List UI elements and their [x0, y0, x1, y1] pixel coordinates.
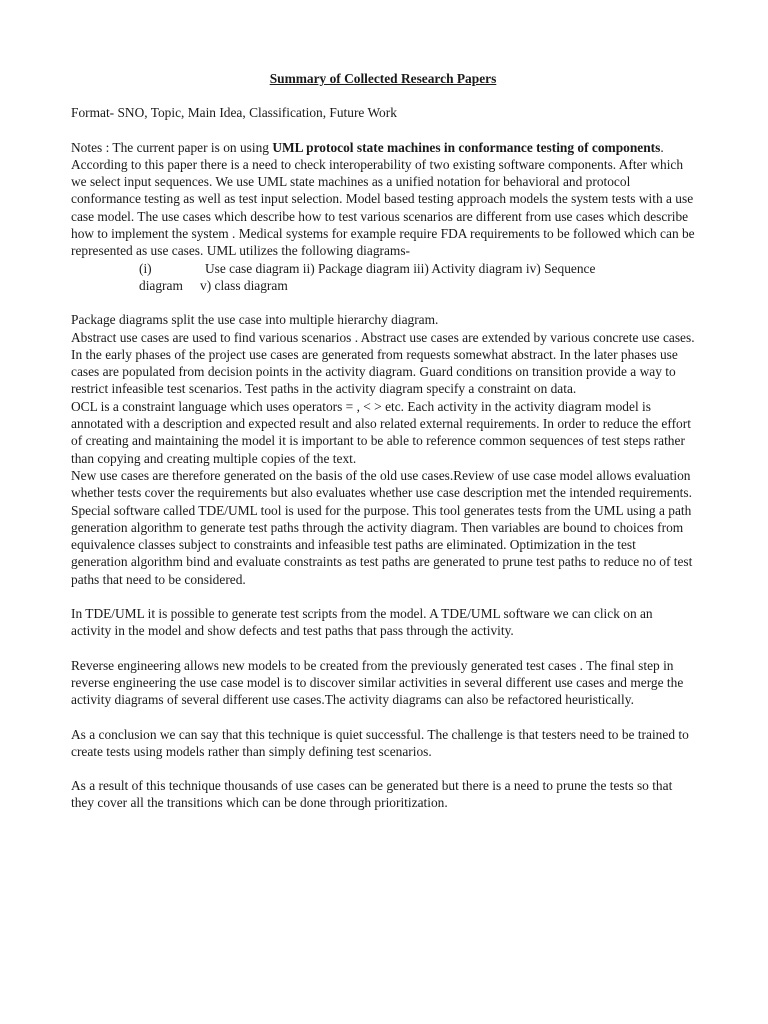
notes-bold-topic: UML protocol state machines in conformance testing of components	[272, 139, 661, 155]
list-line-2b-text: v) class diagram	[200, 277, 288, 293]
notes-paragraph	[71, 139, 695, 260]
diagram-list-line-1	[139, 260, 695, 277]
list-line-1-text: Use case diagram ii) Package diagram iii) Activity diagram iv) Sequence	[205, 260, 596, 276]
conclusion-paragraph: As a conclusion we can say that this technique is quiet successful. The challenge is that testers need to be trained to create tests using models rather than simply defining test scenarios.	[71, 726, 689, 759]
document-title: Summary of Collected Research Papers	[269, 71, 497, 86]
diagram-list	[71, 260, 695, 295]
notes-body: . According to this paper there is a need to check interoperability of two existing software components. After which we select input sequences. We use UML state machines as a unified notation for behavioral and protocol conformance testing as well as test input selection. Model based testing approach models the system tests with a use case model. The use cases which describe how to test various scenarios are different from use cases which describe how to implement the system . Medical systems for example require FDA requirements to be followed which can be represented as use cases. UML utilizes the following diagrams-	[71, 139, 695, 259]
document-page	[71, 70, 695, 812]
format-line: Format- SNO, Topic, Main Idea, Classification, Future Work	[71, 105, 397, 121]
tde-uml-paragraph: In TDE/UML it is possible to generate test scripts from the model. A TDE/UML software we can click on an activity in the model and show defects and test paths that pass through the activity.	[71, 606, 653, 639]
result-paragraph: As a result of this technique thousands of use cases can be generated but there is a need to prune the tests so that they cover all the transitions which can be done through prioritization.	[71, 778, 673, 811]
abstract-paragraph: Abstract use cases are used to find various scenarios . Abstract use cases are extended by various concrete use cases. In the early phases of the project use cases are generated from requests somewhat abstract. In the later phases use cases are populated from decision points in the activity diagram. Guard conditions on transition provide a way to restrict infeasible test scenarios. Test paths in the activity diagram specify a constraint on data.	[71, 329, 695, 397]
reverse-engineering-paragraph: Reverse engineering allows new models to be created from the previously generated test cases . The final step in reverse engineering the use case model is to discover similar activities in several different use cases and merge the activity diagrams of several different use cases.The activity diagrams can also be refactored heuristically.	[71, 657, 684, 708]
special-software-paragraph: Special software called TDE/UML tool is used for the purpose. This tool generates tests from the UML using a path generation algorithm to generate test paths through the activity diagram. Then variables are bound to choices from equivalence classes subject to constraints and infeasible test paths are eliminated. Optimization in the test generation algorithm bind and evaluate constraints as test paths are generated to prune test paths to reduce no of test paths that need to be considered.	[71, 502, 693, 587]
ocl-paragraph: OCL is a constraint language which uses operators = , < > etc. Each activity in the activity diagram model is annotated with a description and expected result and also related external requirements. In order to reduce the effort of creating and maintaining the model it is important to be able to reference common sequences of test steps rather than copying and creating multiple copies of the text.	[71, 398, 691, 466]
notes-prefix: Notes : The current paper is on using	[71, 139, 273, 155]
list-line-2a-text: diagram	[139, 277, 183, 293]
diagram-list-line-2	[139, 277, 695, 294]
package-paragraph: Package diagrams split the use case into multiple hierarchy diagram.	[71, 312, 439, 328]
new-use-cases-paragraph: New use cases are therefore generated on the basis of the old use cases.Review of use case model allows evaluation whether tests cover the requirements but also evaluates whether use case description met the intended requirements.	[71, 467, 692, 501]
list-marker: (i)	[139, 260, 152, 276]
